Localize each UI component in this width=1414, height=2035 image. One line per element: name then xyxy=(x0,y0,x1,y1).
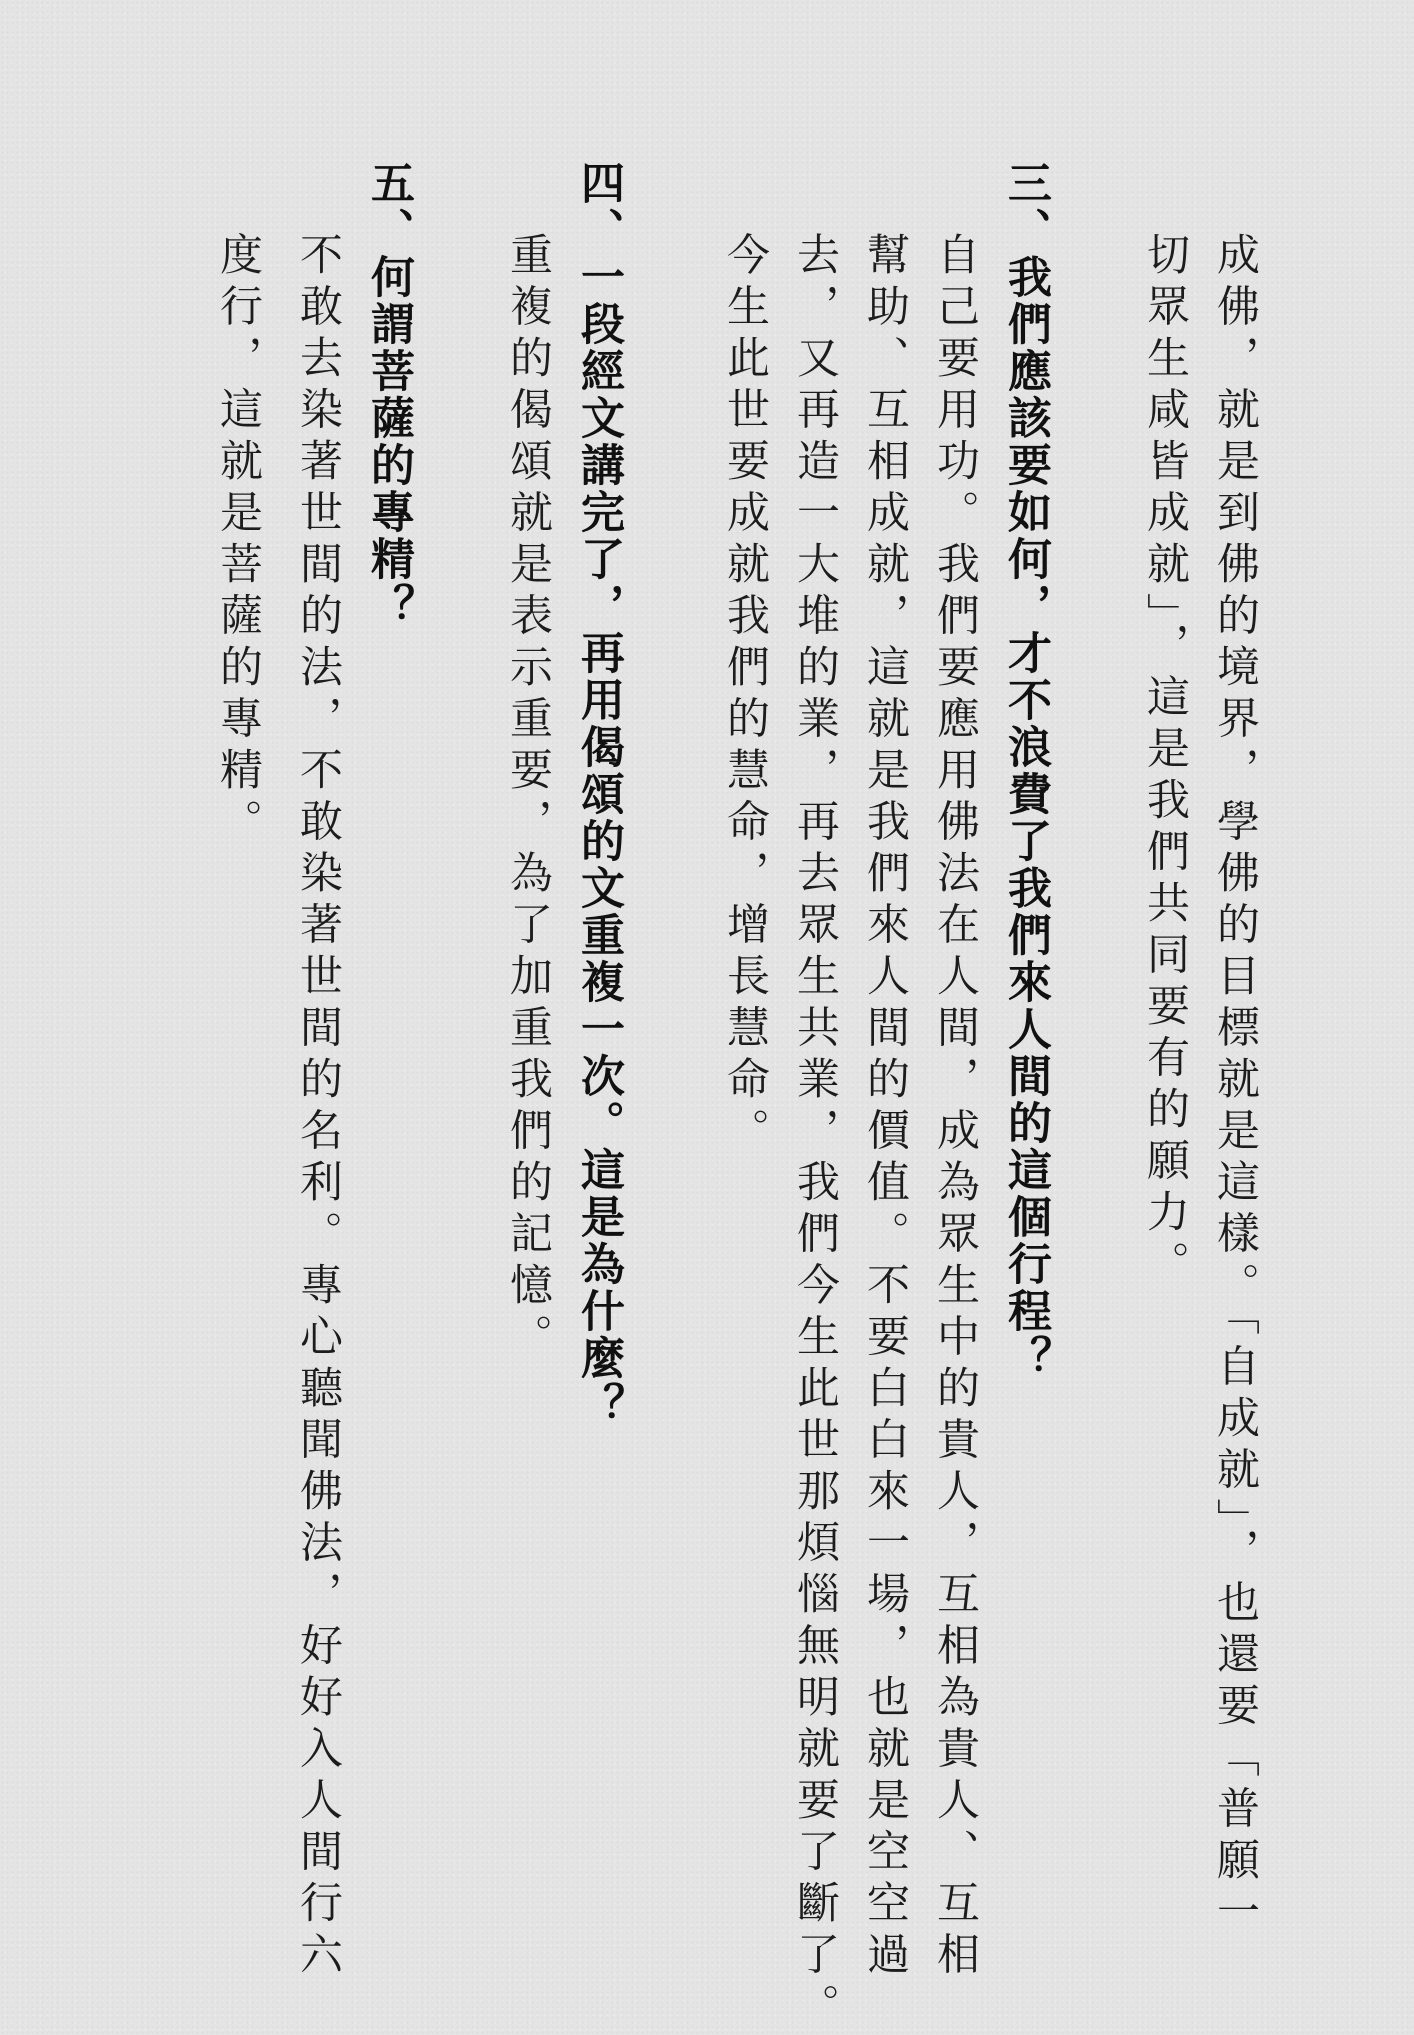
section-3-line: 今生此世要成就我們的慧命，增長慧命。 xyxy=(720,232,770,1159)
section-5-line: 度行，這就是菩薩的專精。 xyxy=(213,232,263,850)
section-4-heading: 四、一段經文講完了，再用偈頌的文重複一次。這是為什麼？ xyxy=(573,160,624,1429)
section-3-heading: 三、我們應該要如何，才不浪費了我們來人間的這個行程？ xyxy=(1000,160,1051,1382)
section-3-line: 自己要用功。我們要應用佛法在人間，成為眾生中的貴人，互相為貴人、互相 xyxy=(930,232,980,1983)
section-5-heading: 五、何謂菩薩的專精？ xyxy=(363,160,414,630)
section-4-line: 重複的偈頌就是表示重要，為了加重我們的記憶。 xyxy=(503,232,553,1365)
paragraph-line: 切眾生咸皆成就」，這是我們共同要有的願力。 xyxy=(1140,232,1190,1292)
section-3-line: 去，又再造一大堆的業，再去眾生共業，我們今生此世那煩惱無明就要了斷了。 xyxy=(790,232,840,2035)
section-3-line: 幫助、互相成就，這就是我們來人間的價值。不要白白來一場，也就是空空過 xyxy=(860,232,910,1983)
paragraph-line: 成佛，就是到佛的境界，學佛的目標就是這樣。「自成就」，也還要「普願一 xyxy=(1210,232,1260,1940)
section-5-line: 不敢去染著世間的法，不敢染著世間的名利。專心聽聞佛法，好好入人間行六 xyxy=(293,232,343,1983)
